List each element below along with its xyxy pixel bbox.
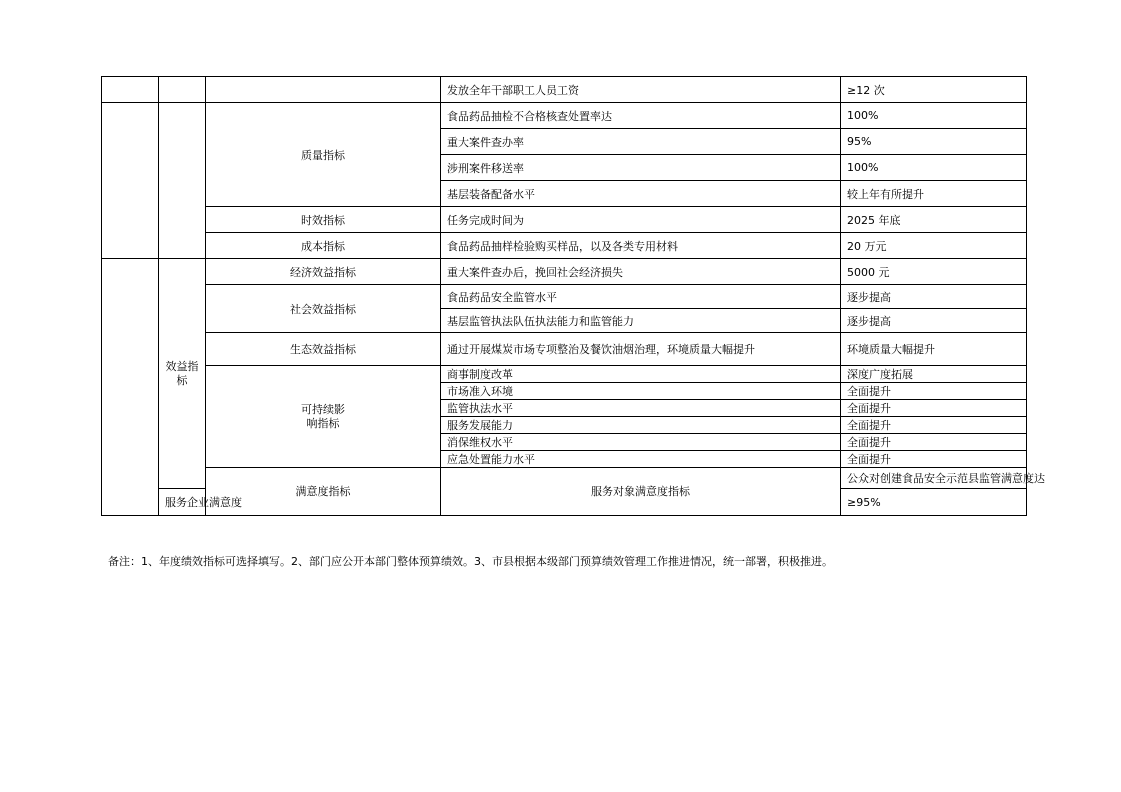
table-row bbox=[102, 233, 1027, 259]
indicator-cell: 食品药品抽检不合格核查处置率达 bbox=[441, 103, 841, 129]
table-row bbox=[102, 366, 1027, 383]
value-cell: 环境质量大幅提升 bbox=[841, 333, 1027, 366]
value-cell: 深度广度拓展 bbox=[841, 366, 1027, 383]
value-cell: 逐步提高 bbox=[841, 285, 1027, 309]
indicator-cell: 食品药品抽样检验购买样品，以及各类专用材料 bbox=[441, 233, 841, 259]
table-row bbox=[102, 103, 1027, 129]
timeliness-metric-label: 时效指标 bbox=[206, 207, 441, 233]
table-row bbox=[102, 285, 1027, 309]
indicator-cell: 基层监管执法队伍执法能力和监管能力 bbox=[441, 309, 841, 333]
economic-metric-label: 经济效益指标 bbox=[206, 259, 441, 285]
satisfaction-metric-label: 服务对象满意度指标 bbox=[441, 468, 841, 516]
third-level-cell bbox=[206, 77, 441, 103]
indicator-cell: 食品药品安全监管水平 bbox=[441, 285, 841, 309]
indicator-cell: 市场准入环境 bbox=[441, 383, 841, 400]
indicator-cell: 消保维权水平 bbox=[441, 434, 841, 451]
value-cell: 全面提升 bbox=[841, 400, 1027, 417]
value-cell: 20 万元 bbox=[841, 233, 1027, 259]
second-level-cell bbox=[159, 103, 206, 259]
value-cell: 全面提升 bbox=[841, 451, 1027, 468]
quality-metric-label: 质量指标 bbox=[206, 103, 441, 207]
value-cell: 逐步提高 bbox=[841, 309, 1027, 333]
value-cell: 2025 年底 bbox=[841, 207, 1027, 233]
value-cell: 全面提升 bbox=[841, 434, 1027, 451]
ecological-metric-label: 生态效益指标 bbox=[206, 333, 441, 366]
footnote: 备注：1、年度绩效指标可选择填写。2、部门应公开本部门整体预算绩效。3、市县根据本级部门预算绩效管理工作推进情况，统一部署，积极推进。 bbox=[108, 555, 833, 568]
indicator-cell: 应急处置能力水平 bbox=[441, 451, 841, 468]
value-cell: 100% bbox=[841, 155, 1027, 181]
value-cell: 95% bbox=[841, 129, 1027, 155]
first-level-cell bbox=[102, 77, 159, 103]
indicator-cell: 重大案件查办后，挽回社会经济损失 bbox=[441, 259, 841, 285]
table-row bbox=[102, 259, 1027, 285]
value-cell: 全面提升 bbox=[841, 383, 1027, 400]
indicator-cell: 商事制度改革 bbox=[441, 366, 841, 383]
indicator-cell: 监管执法水平 bbox=[441, 400, 841, 417]
indicator-cell: 重大案件查办率 bbox=[441, 129, 841, 155]
table-row bbox=[102, 77, 1027, 103]
value-cell: 较上年有所提升 bbox=[841, 181, 1027, 207]
first-level-cell bbox=[102, 259, 159, 516]
benefit-category-label: 效益指标 bbox=[159, 259, 206, 489]
indicator-cell: 服务发展能力 bbox=[441, 417, 841, 434]
indicator-cell: 涉刑案件移送率 bbox=[441, 155, 841, 181]
social-metric-label: 社会效益指标 bbox=[206, 285, 441, 333]
indicator-cell: 公众对创建食品安全示范县监管满意度达 bbox=[841, 468, 1027, 489]
value-cell: 100% bbox=[841, 103, 1027, 129]
value-cell: 5000 元 bbox=[841, 259, 1027, 285]
indicator-cell: 通过开展煤炭市场专项整治及餐饮油烟治理，环境质量大幅提升 bbox=[441, 333, 841, 366]
indicator-cell: 任务完成时间为 bbox=[441, 207, 841, 233]
indicator-cell: 发放全年干部职工人员工资 bbox=[441, 77, 841, 103]
second-level-cell bbox=[159, 77, 206, 103]
value-cell: 全面提升 bbox=[841, 417, 1027, 434]
satisfaction-category-label: 满意度指标 bbox=[206, 468, 441, 516]
cost-metric-label: 成本指标 bbox=[206, 233, 441, 259]
sustainable-metric-label: 可持续影响指标 bbox=[206, 366, 441, 468]
value-cell: ≥95% bbox=[841, 489, 1027, 516]
performance-indicator-table bbox=[101, 76, 1045, 516]
table-row bbox=[102, 207, 1027, 233]
first-level-cell bbox=[102, 103, 159, 259]
table-row bbox=[102, 468, 1027, 489]
table-row bbox=[102, 333, 1027, 366]
indicator-cell: 基层装备配备水平 bbox=[441, 181, 841, 207]
indicator-cell: 服务企业满意度 bbox=[159, 489, 206, 516]
value-cell: ≥12 次 bbox=[841, 77, 1027, 103]
